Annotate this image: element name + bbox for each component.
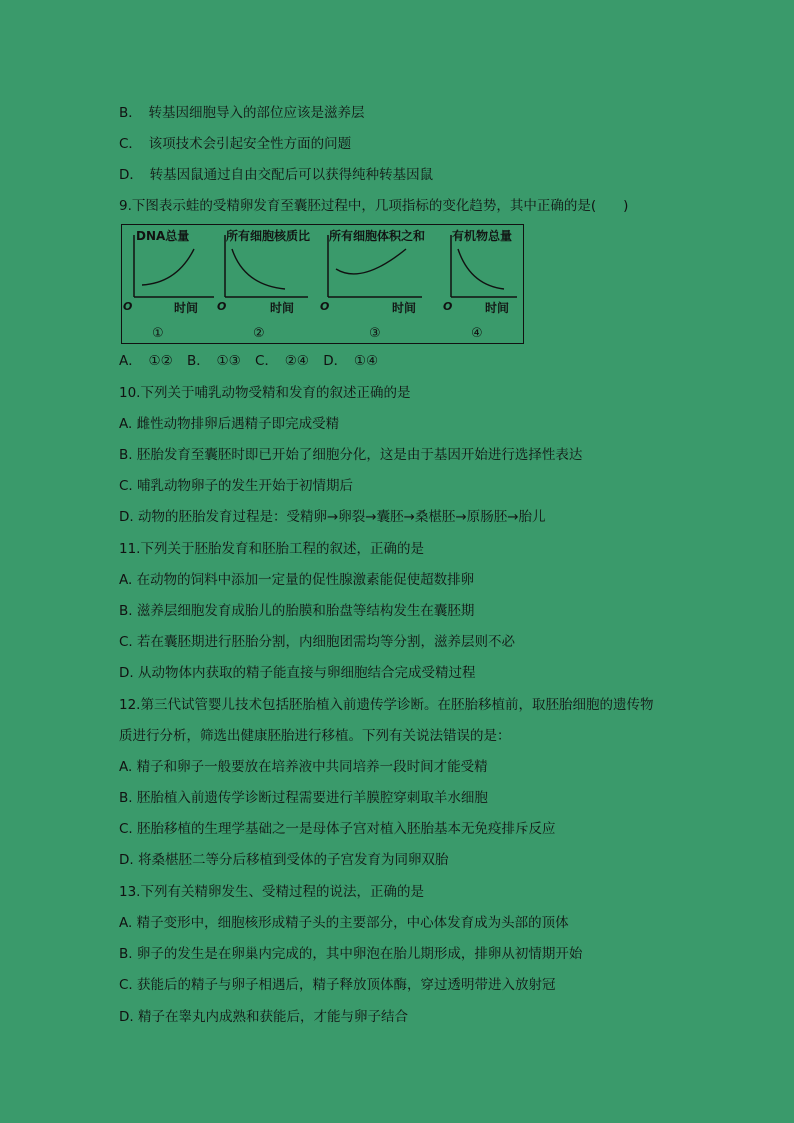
question-11-stem: 11.下列关于胚胎发育和胚胎工程的叙述，正确的是 — [119, 541, 424, 557]
question-line: B. 胚胎发育至囊胚时即已开始了细胞分化，这是由于基因开始进行选择性表达 — [119, 447, 583, 463]
panel-title: 所有细胞体积之和 — [329, 229, 426, 243]
panel-2 — [217, 228, 310, 341]
panel-4 — [443, 228, 517, 341]
question-line: B. 胚胎植入前遗传学诊断过程需要进行羊膜腔穿刺取羊水细胞 — [119, 790, 488, 806]
panel-3 — [320, 228, 425, 341]
option-d: D． ①④ — [323, 353, 379, 369]
x-axis-label: 时间 — [392, 301, 417, 315]
panel-number: ④ — [471, 326, 483, 341]
panel-number: ① — [152, 326, 164, 341]
origin-label: O — [320, 300, 330, 313]
question-line: C. 胚胎移植的生理学基础之一是母体子宫对植入胚胎基本无免疫排斥反应 — [119, 821, 556, 837]
option-a: A． ①② — [119, 353, 173, 369]
trend-curve — [458, 249, 504, 289]
question-line: A. 精子和卵子一般要放在培养液中共同培养一段时间才能受精 — [119, 759, 488, 775]
question-13-stem: 13.下列有关精卵发生、受精过程的说法，正确的是 — [119, 884, 424, 900]
question-line: A. 雌性动物排卵后遇精子即完成受精 — [119, 416, 340, 432]
question-line: B． 转基因细胞导入的部位应该是滋养层 — [119, 105, 365, 121]
option-c: C． ②④ — [255, 353, 309, 369]
trend-curve — [142, 249, 194, 285]
question-line: D. 从动物体内获取的精子能直接与卵细胞结合完成受精过程 — [119, 665, 476, 681]
question-line: B. 滋养层细胞发育成胎儿的胎膜和胎盘等结构发生在囊胚期 — [119, 603, 475, 619]
origin-label: O — [443, 300, 453, 313]
question-line: C． 该项技术会引起安全性方面的问题 — [119, 136, 352, 152]
trend-figure — [121, 224, 524, 344]
question-line: D. 精子在睾丸内成熟和获能后，才能与卵子结合 — [119, 1009, 408, 1025]
trend-curve — [232, 249, 285, 289]
question-9-options — [119, 352, 388, 370]
question-line: D. 将桑椹胚二等分后移植到受体的子宫发育为同卵双胎 — [119, 852, 449, 868]
panel-number: ③ — [369, 326, 381, 341]
question-line: C. 若在囊胚期进行胚胎分割，内细胞团需均等分割，滋养层则不必 — [119, 634, 516, 650]
panel-number: ② — [253, 326, 265, 341]
panel-1 — [123, 228, 214, 341]
panel-title: 所有细胞核质比 — [226, 229, 311, 243]
origin-label: O — [123, 300, 133, 313]
option-b: B． ①③ — [187, 353, 241, 369]
question-line: C. 哺乳动物卵子的发生开始于初情期后 — [119, 478, 354, 494]
question-line: A. 在动物的饲料中添加一定量的促性腺激素能促使超数排卵 — [119, 572, 475, 588]
question-line: 质进行分析，筛选出健康胚胎进行移植。下列有关说法错误的是： — [119, 728, 511, 744]
question-line: C. 获能后的精子与卵子相遇后，精子释放顶体酶，穿过透明带进入放射冠 — [119, 977, 556, 993]
trend-figure-svg — [122, 225, 522, 342]
x-axis-label: 时间 — [174, 301, 199, 315]
question-12-stem: 12.第三代试管婴儿技术包括胚胎植入前遗传学诊断。在胚胎移植前，取胚胎细胞的遗传物 — [119, 697, 654, 713]
question-9-stem: 9.下图表示蛙的受精卵发育至囊胚过程中，几项指标的变化趋势，其中正确的是( ) — [119, 198, 629, 214]
panel-title: 有机物总量 — [452, 229, 513, 243]
question-line: D． 转基因鼠通过自由交配后可以获得纯种转基因鼠 — [119, 167, 434, 183]
question-line: A. 精子变形中，细胞核形成精子头的主要部分，中心体发育成为头部的顶体 — [119, 915, 569, 931]
origin-label: O — [217, 300, 227, 313]
question-line: D. 动物的胚胎发育过程是：受精卵→卵裂→囊胚→桑椹胚→原肠胚→胎儿 — [119, 509, 546, 525]
x-axis-label: 时间 — [485, 301, 510, 315]
question-line: B. 卵子的发生是在卵巢内完成的，其中卵泡在胎儿期形成，排卵从初情期开始 — [119, 946, 583, 962]
question-10-stem: 10.下列关于哺乳动物受精和发育的叙述正确的是 — [119, 385, 411, 401]
trend-curve — [336, 249, 406, 274]
panel-title: DNA总量 — [136, 229, 190, 243]
x-axis-label: 时间 — [270, 301, 295, 315]
